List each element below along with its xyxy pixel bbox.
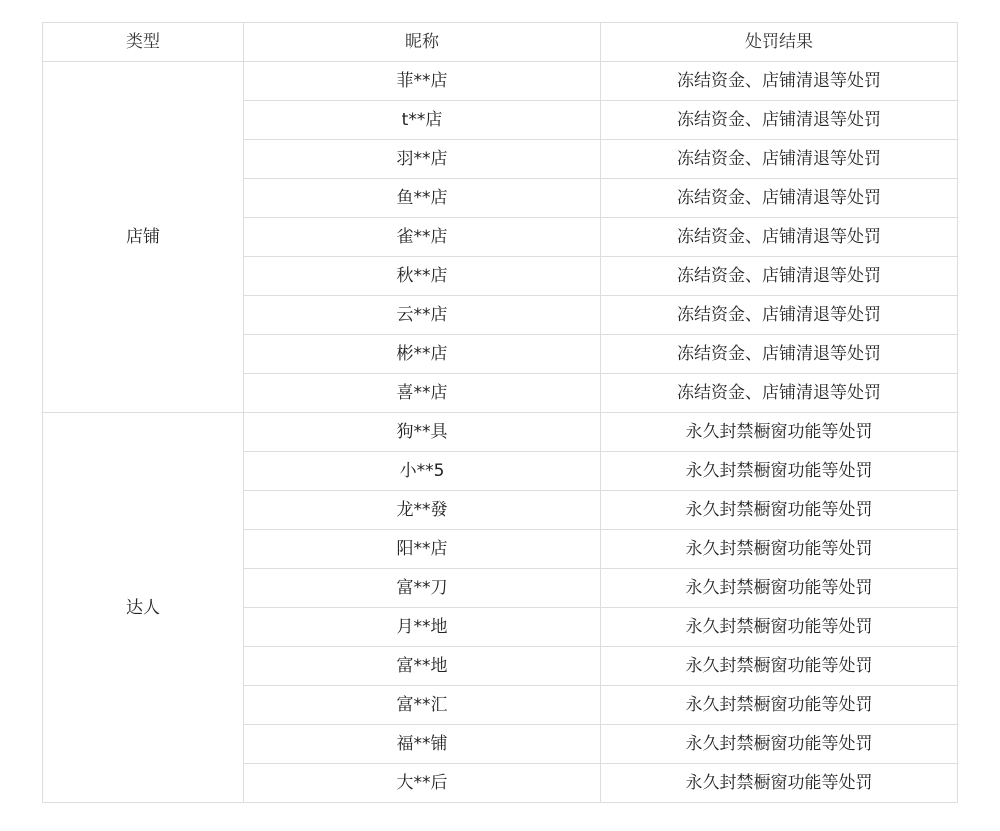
result-cell: 永久封禁橱窗功能等处罚 [601,725,958,764]
result-cell: 永久封禁橱窗功能等处罚 [601,452,958,491]
result-cell: 永久封禁橱窗功能等处罚 [601,608,958,647]
result-cell: 永久封禁橱窗功能等处罚 [601,569,958,608]
nickname-cell: t**店 [244,101,601,140]
nickname-cell: 小**5 [244,452,601,491]
result-cell: 冻结资金、店铺清退等处罚 [601,296,958,335]
nickname-cell: 狗**具 [244,413,601,452]
nickname-cell: 阳**店 [244,530,601,569]
table-row [43,413,958,452]
table-row [43,62,958,101]
nickname-cell: 福**铺 [244,725,601,764]
result-cell: 永久封禁橱窗功能等处罚 [601,686,958,725]
result-cell: 冻结资金、店铺清退等处罚 [601,140,958,179]
nickname-cell: 秋**店 [244,257,601,296]
header-type: 类型 [43,23,244,62]
table-body [43,62,958,803]
nickname-cell: 大**后 [244,764,601,803]
header-nickname: 昵称 [244,23,601,62]
result-cell: 永久封禁橱窗功能等处罚 [601,413,958,452]
result-cell: 永久封禁橱窗功能等处罚 [601,764,958,803]
header-result: 处罚结果 [601,23,958,62]
nickname-cell: 月**地 [244,608,601,647]
nickname-cell: 喜**店 [244,374,601,413]
result-cell: 冻结资金、店铺清退等处罚 [601,257,958,296]
nickname-cell: 富**刀 [244,569,601,608]
nickname-cell: 龙**發 [244,491,601,530]
result-cell: 冻结资金、店铺清退等处罚 [601,101,958,140]
result-cell: 冻结资金、店铺清退等处罚 [601,218,958,257]
nickname-cell: 鱼**店 [244,179,601,218]
table-header-row [43,23,958,62]
penalty-table-container [42,22,958,803]
result-cell: 冻结资金、店铺清退等处罚 [601,179,958,218]
nickname-cell: 富**地 [244,647,601,686]
result-cell: 永久封禁橱窗功能等处罚 [601,491,958,530]
nickname-cell: 富**汇 [244,686,601,725]
nickname-cell: 云**店 [244,296,601,335]
type-cell: 达人 [43,413,244,803]
nickname-cell: 彬**店 [244,335,601,374]
result-cell: 冻结资金、店铺清退等处罚 [601,62,958,101]
nickname-cell: 菲**店 [244,62,601,101]
nickname-cell: 羽**店 [244,140,601,179]
result-cell: 冻结资金、店铺清退等处罚 [601,374,958,413]
type-cell: 店铺 [43,62,244,413]
nickname-cell: 雀**店 [244,218,601,257]
penalty-table [42,22,958,803]
result-cell: 永久封禁橱窗功能等处罚 [601,530,958,569]
result-cell: 永久封禁橱窗功能等处罚 [601,647,958,686]
result-cell: 冻结资金、店铺清退等处罚 [601,335,958,374]
